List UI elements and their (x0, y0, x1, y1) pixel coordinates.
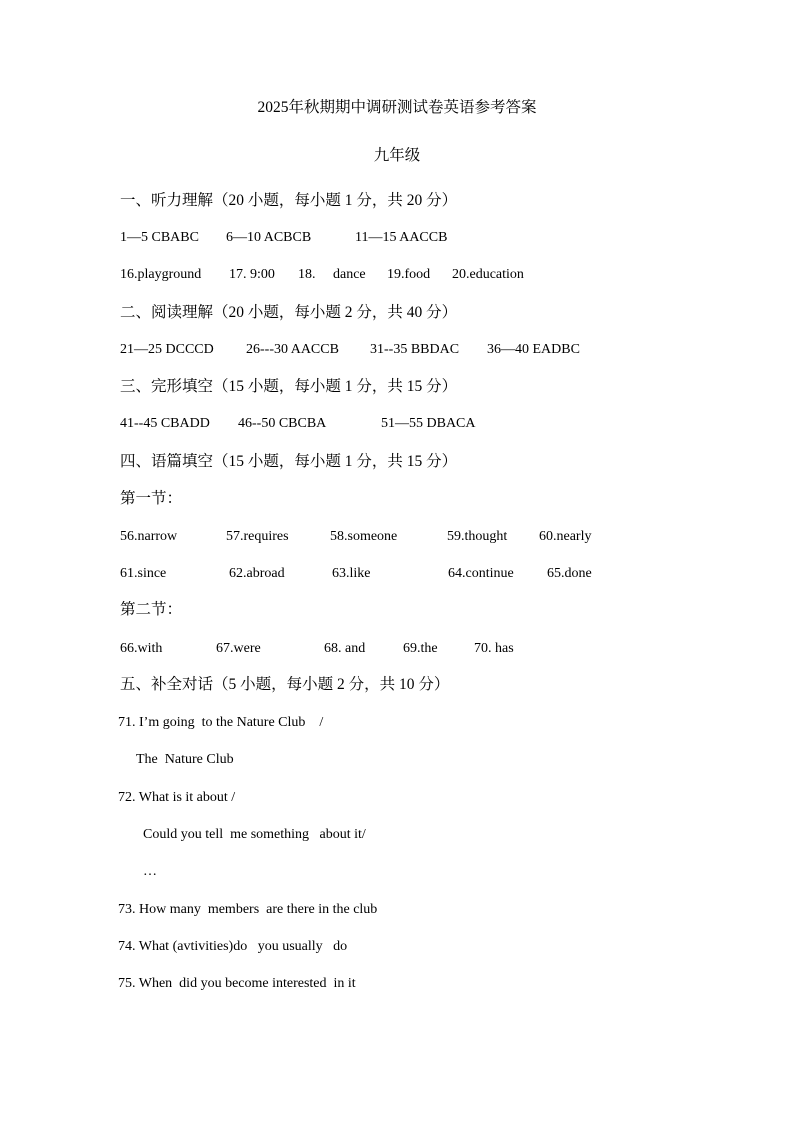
answer-sentence: 72. What is it about / (118, 790, 236, 805)
answer-item: 63.like (332, 566, 371, 581)
answer-group: 41--45 CBADD (120, 416, 210, 431)
answer-group: 21—25 DCCCD (120, 342, 214, 357)
grade-label: 九年级 (373, 147, 421, 164)
answer-item: 69.the (403, 641, 438, 656)
answer-item: 67.were (216, 641, 261, 656)
answer-group: 6—10 ACBCB (226, 230, 312, 245)
answer-sentence: Could you tell me something about it/ (143, 827, 366, 842)
answer-sentence: The Nature Club (136, 752, 234, 767)
answer-item: dance (333, 267, 366, 282)
part1-label: 第一节： (120, 490, 183, 507)
answer-item: 62.abroad (229, 566, 285, 581)
answer-item: 68. and (324, 641, 366, 656)
answer-item: 61.since (120, 566, 167, 581)
answer-group: 46--50 CBCBA (238, 416, 327, 431)
answer-group: 1—5 CBABC (120, 230, 199, 245)
answer-sentence: 73. How many members are there in the club (118, 902, 378, 917)
answer-group: 31--35 BBDAC (370, 342, 460, 357)
answer-item: 65.done (547, 566, 592, 581)
section4-heading: 四、语篇填空（15 小题，每小题 1 分，共 15 分） (120, 453, 458, 470)
answer-ellipsis: … (143, 864, 157, 879)
section2-heading: 二、阅读理解（20 小题，每小题 2 分，共 40 分） (120, 304, 458, 321)
answer-item: 59.thought (447, 529, 508, 544)
answer-item: 16.playground (120, 267, 202, 282)
section5-heading: 五、补全对话（5 小题，每小题 2 分，共 10 分） (120, 676, 450, 693)
answer-item: 20.education (452, 267, 524, 282)
answer-item: 18. (298, 267, 316, 282)
answer-sentence: 75. When did you become interested in it (118, 976, 356, 991)
answer-item: 66.with (120, 641, 163, 656)
answer-item: 57.requires (226, 529, 289, 544)
answer-sentence: 71. I’m going to the Nature Club / (118, 715, 324, 730)
answer-item: 64.continue (448, 566, 514, 581)
answer-group: 51—55 DBACA (381, 416, 476, 431)
answer-item: 58.someone (330, 529, 398, 544)
answer-item: 19.food (387, 267, 431, 282)
answer-item: 17. 9:00 (229, 267, 275, 282)
answer-item: 56.narrow (120, 529, 178, 544)
section1-heading: 一、听力理解（20 小题，每小题 1 分，共 20 分） (120, 192, 458, 209)
answer-item: 70. has (474, 641, 514, 656)
answer-item: 60.nearly (539, 529, 592, 544)
answer-group: 11—15 AACCB (355, 230, 448, 245)
section3-heading: 三、完形填空（15 小题，每小题 1 分，共 15 分） (120, 378, 458, 395)
part2-label: 第二节： (120, 601, 183, 618)
answer-group: 36—40 EADBC (487, 342, 580, 357)
answer-group: 26---30 AACCB (246, 342, 339, 357)
document-title: 2025年秋期期中调研测试卷英语参考答案 (257, 99, 537, 116)
answer-sentence: 74. What (avtivities)do you usually do (118, 939, 348, 954)
